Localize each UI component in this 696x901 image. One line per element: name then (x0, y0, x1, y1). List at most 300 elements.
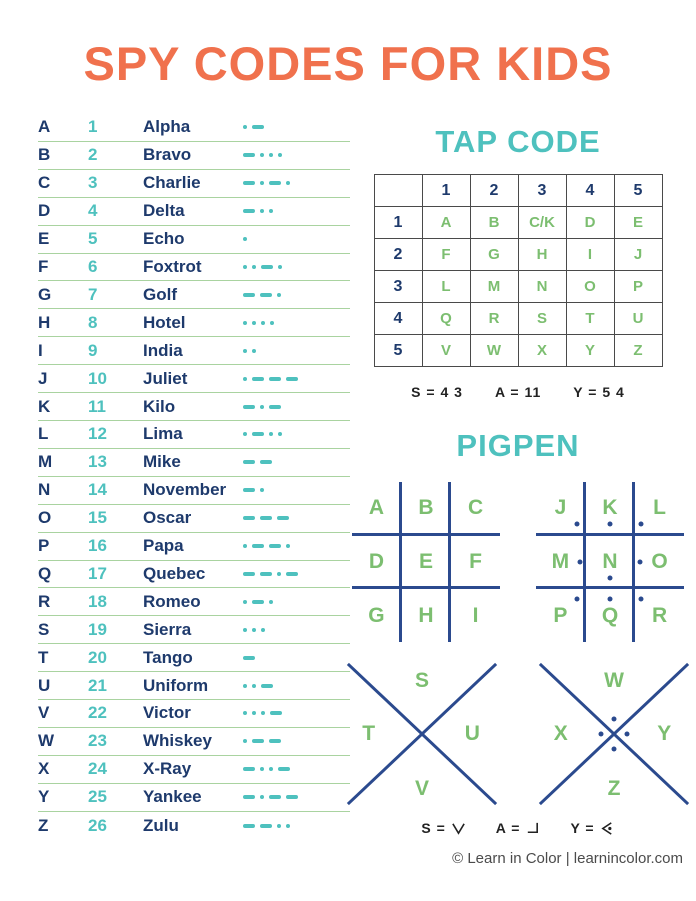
page-title: SPY CODES FOR KIDS (83, 37, 613, 90)
phonetic-name: Tango (143, 647, 193, 667)
morse-dash (243, 293, 255, 297)
tap-example-y: Y = 5 4 (573, 384, 625, 400)
tap-row-header: 4 (374, 303, 422, 335)
pigpen-letter: Z (607, 776, 621, 800)
phonetic-name: Golf (143, 284, 177, 304)
alphabet-row (38, 198, 350, 226)
tap-col-header: 3 (518, 175, 566, 207)
morse-code (243, 516, 350, 520)
alphabet-row (38, 170, 350, 198)
morse-dot (252, 684, 256, 688)
morse-code (243, 209, 350, 213)
morse-dash (260, 824, 272, 828)
phonetic-name: Quebec (143, 563, 206, 583)
alphabet-row (38, 281, 350, 309)
tap-cell: C/K (518, 207, 566, 239)
pigpen-grid-jklmnopqr-dotted (536, 482, 684, 642)
alphabet-letter: K (38, 396, 51, 416)
morse-dash (270, 711, 282, 715)
phonetic-name: India (143, 340, 183, 360)
alphabet-letter: S (38, 619, 50, 639)
alphabet-letter: F (38, 256, 49, 276)
tap-cell: Q (422, 303, 470, 335)
grid-line (632, 482, 635, 642)
phonetic-name: Victor (143, 703, 191, 723)
alphabet-number: 18 (88, 591, 107, 611)
alphabet-number: 1 (88, 117, 98, 137)
phonetic-name: Foxtrot (143, 256, 202, 276)
morse-dot (277, 824, 281, 828)
tap-cell: O (566, 271, 614, 303)
pigpen-dot (608, 521, 613, 526)
tap-cell: V (422, 335, 470, 367)
tap-row-header: 2 (374, 239, 422, 271)
tap-cell: I (566, 239, 614, 271)
morse-dot (277, 293, 281, 297)
grid-line (536, 533, 684, 536)
alphabet-number: 23 (88, 731, 107, 751)
tap-cell: S (518, 303, 566, 335)
pigpen-letter: G (368, 603, 385, 627)
pigpen-dot (598, 732, 603, 737)
tap-cell: E (614, 207, 662, 239)
morse-dash (252, 377, 264, 381)
morse-dash (286, 572, 298, 576)
morse-code (243, 628, 350, 632)
tap-cell: F (422, 239, 470, 271)
morse-dash (261, 684, 273, 688)
morse-dash (243, 572, 255, 576)
alphabet-row (38, 309, 350, 337)
pigpen-examples (421, 820, 614, 836)
morse-dot (261, 628, 265, 632)
morse-code (243, 656, 350, 660)
alphabet-number: 22 (88, 703, 107, 723)
phonetic-name: Oscar (143, 508, 192, 528)
morse-code (243, 460, 350, 464)
morse-dot (243, 125, 247, 129)
morse-dash (286, 377, 298, 381)
tap-cell: D (566, 207, 614, 239)
tap-col-header: 2 (470, 175, 518, 207)
alphabet-letter: V (38, 703, 50, 723)
alphabet-letter: U (38, 675, 51, 695)
phonetic-name: Romeo (143, 591, 201, 611)
morse-dot (269, 600, 273, 604)
alphabet-letter: T (38, 647, 49, 667)
morse-code (243, 265, 350, 269)
pigpen-s-symbol-icon (451, 821, 466, 836)
morse-dash (252, 739, 264, 743)
phonetic-name: Uniform (143, 675, 209, 695)
tap-code-body (374, 207, 662, 367)
morse-dash (243, 795, 255, 799)
pigpen-dot (639, 521, 644, 526)
phonetic-name: Lima (143, 424, 183, 444)
pigpen-letter: K (602, 496, 618, 520)
morse-dot (286, 181, 290, 185)
pigpen-letter: T (362, 722, 376, 745)
morse-dot (269, 432, 273, 436)
pigpen-dot (625, 732, 630, 737)
alphabet-letter: P (38, 536, 50, 556)
phonetic-name: Alpha (143, 117, 191, 137)
alphabet-row (38, 588, 350, 616)
morse-code (243, 293, 350, 297)
morse-code (243, 600, 350, 604)
pigpen-letter: V (414, 776, 430, 800)
alphabet-number: 5 (88, 229, 98, 249)
morse-dot (252, 321, 256, 325)
tap-row (374, 303, 662, 335)
alphabet-row (38, 114, 350, 142)
morse-dot (260, 795, 264, 799)
morse-code (243, 544, 350, 548)
pigpen-dot (637, 560, 642, 565)
morse-dot (243, 739, 247, 743)
tap-cell: N (518, 271, 566, 303)
alphabet-row (38, 533, 350, 561)
tap-row-header: 3 (374, 271, 422, 303)
alphabet-number: 3 (88, 173, 98, 193)
tap-cell: J (614, 239, 662, 271)
alphabet-row (38, 393, 350, 421)
morse-dash (260, 516, 272, 520)
pigpen-dot (612, 716, 617, 721)
pigpen-dot (639, 596, 644, 601)
alphabet-number: 13 (88, 452, 107, 472)
alphabet-row (38, 449, 350, 477)
alphabet-row (38, 644, 350, 672)
morse-dot (252, 628, 256, 632)
morse-dot (243, 321, 247, 325)
morse-code (243, 405, 350, 409)
alphabet-letter: W (38, 731, 55, 751)
pigpen-example-s-label: S = (421, 820, 446, 836)
morse-dash (269, 181, 281, 185)
alphabet-number: 19 (88, 619, 107, 639)
phonetic-name: Charlie (143, 173, 201, 193)
phonetic-name: Bravo (143, 145, 192, 165)
tap-code-title: TAP CODE (435, 124, 601, 159)
morse-code (243, 237, 350, 241)
tap-cell: A (422, 207, 470, 239)
alphabet-letter: N (38, 480, 51, 500)
alphabet-row (38, 728, 350, 756)
alphabet-letter: J (38, 368, 48, 388)
morse-dot (260, 209, 264, 213)
alphabet-row (38, 226, 350, 254)
tap-cell: Y (566, 335, 614, 367)
alphabet-letter: X (38, 759, 50, 779)
tap-col-header: 5 (614, 175, 662, 207)
morse-dot (243, 600, 247, 604)
alphabet-row (38, 616, 350, 644)
alphabet-number: 20 (88, 647, 107, 667)
morse-dash (278, 767, 290, 771)
tap-cell: B (470, 207, 518, 239)
tap-col-header: 1 (422, 175, 470, 207)
morse-dot (277, 572, 281, 576)
alphabet-row (38, 561, 350, 589)
alphabet-number: 2 (88, 145, 98, 165)
pigpen-title: PIGPEN (456, 428, 580, 463)
alphabet-letter: Y (38, 787, 50, 807)
pigpen-letter: I (472, 603, 479, 627)
alphabet-letter: B (38, 145, 51, 165)
pigpen-letter: D (368, 550, 384, 573)
morse-dot (260, 767, 264, 771)
grid-line (536, 586, 684, 589)
alphabet-number: 16 (88, 536, 107, 556)
alphabet-number: 24 (88, 759, 107, 779)
morse-dot (243, 349, 247, 353)
alphabet-row (38, 254, 350, 282)
morse-dot (243, 711, 247, 715)
morse-dash (243, 767, 255, 771)
pigpen-letter: F (469, 550, 482, 573)
alphabet-letter: Q (38, 563, 52, 583)
morse-dash (243, 209, 255, 213)
pigpen-letter: N (602, 550, 618, 573)
morse-dot (243, 237, 247, 241)
alphabet-number: 8 (88, 312, 98, 332)
morse-dash (252, 432, 264, 436)
pigpen-example-a-label: A = (495, 820, 521, 836)
morse-dash (243, 460, 255, 464)
alphabet-morse-table (38, 114, 350, 840)
alphabet-row (38, 142, 350, 170)
pigpen-letter: E (418, 550, 434, 573)
phonetic-name: Echo (143, 229, 185, 249)
morse-dash (286, 795, 298, 799)
alphabet-number: 26 (88, 815, 107, 835)
morse-dash (243, 488, 255, 492)
alphabet-number: 4 (88, 201, 98, 221)
morse-dot (278, 265, 282, 269)
tap-example-a: A = 11 (494, 384, 542, 400)
alphabet-letter: R (38, 591, 51, 611)
morse-code (243, 795, 350, 799)
alphabet-row (38, 421, 350, 449)
morse-dash (243, 153, 255, 157)
morse-dot (243, 544, 247, 548)
alphabet-row (38, 700, 350, 728)
alphabet-letter: L (38, 424, 49, 444)
pigpen-letter: J (554, 496, 567, 520)
tap-corner-cell (374, 175, 422, 207)
alphabet-row (38, 477, 350, 505)
morse-code (243, 349, 350, 353)
pigpen-letter: H (418, 603, 434, 627)
alphabet-number: 6 (88, 256, 98, 276)
morse-code (243, 824, 350, 828)
morse-code (243, 572, 350, 576)
morse-dot (260, 153, 264, 157)
tap-example-s: S = 4 3 (411, 384, 463, 400)
morse-dash (243, 824, 255, 828)
tap-cell: W (470, 335, 518, 367)
pigpen-grid-abcdefghi (352, 482, 500, 642)
alphabet-row (38, 337, 350, 365)
morse-dash (252, 544, 264, 548)
phonetic-name: Hotel (143, 312, 186, 332)
morse-dash (243, 181, 255, 185)
morse-code (243, 488, 350, 492)
pigpen-dot (608, 576, 613, 581)
tap-row-header: 1 (374, 207, 422, 239)
morse-dot (269, 767, 273, 771)
pigpen-a-symbol-icon (525, 821, 540, 836)
alphabet-row (38, 505, 350, 533)
tap-cell: P (614, 271, 662, 303)
pigpen-letter: U (464, 722, 480, 745)
pigpen-letter: S (414, 668, 430, 692)
morse-dash (243, 656, 255, 660)
tap-cell: M (470, 271, 518, 303)
morse-code (243, 181, 350, 185)
alphabet-row (38, 365, 350, 393)
alphabet-letter: A (38, 117, 51, 137)
pigpen-dot (575, 521, 580, 526)
alphabet-letter: E (38, 229, 50, 249)
tap-cell: X (518, 335, 566, 367)
morse-dash (260, 572, 272, 576)
tap-code-examples (411, 384, 625, 400)
alphabet-letter: I (38, 340, 43, 360)
alphabet-letter: D (38, 201, 51, 221)
alphabet-row (38, 784, 350, 812)
alphabet-number: 15 (88, 508, 107, 528)
pigpen-letter: A (368, 496, 384, 520)
morse-dot (252, 349, 256, 353)
morse-code (243, 711, 350, 715)
pigpen-example-a (496, 820, 541, 836)
tap-header-row (374, 175, 662, 207)
morse-dash (260, 293, 272, 297)
grid-line (352, 586, 500, 589)
pigpen-x-wxyz-dotted (540, 664, 688, 804)
tap-row (374, 207, 662, 239)
alphabet-number: 11 (88, 396, 106, 416)
morse-dot (278, 432, 282, 436)
phonetic-name: Delta (143, 201, 185, 221)
morse-dot (269, 209, 273, 213)
alphabet-letter: H (38, 312, 51, 332)
morse-code (243, 739, 350, 743)
morse-dash (277, 516, 289, 520)
pigpen-letter: M (551, 550, 570, 573)
morse-code (243, 153, 350, 157)
morse-dot (252, 265, 256, 269)
pigpen-example-y-label: Y = (570, 820, 595, 836)
morse-dash (261, 265, 273, 269)
morse-dot (260, 405, 264, 409)
alphabet-letter: M (38, 452, 53, 472)
tap-row (374, 239, 662, 271)
morse-dash (252, 125, 264, 129)
morse-dash (243, 516, 255, 520)
pigpen-letter: Q (601, 603, 619, 627)
phonetic-name: Zulu (143, 815, 179, 835)
morse-dot (243, 377, 247, 381)
alphabet-number: 25 (88, 787, 107, 807)
grid-line (448, 482, 451, 642)
morse-dash (252, 600, 264, 604)
morse-code (243, 767, 350, 771)
morse-code (243, 432, 350, 436)
alphabet-letter: Z (38, 815, 49, 835)
tap-col-header: 4 (566, 175, 614, 207)
morse-dot (243, 628, 247, 632)
morse-dash (269, 377, 281, 381)
pigpen-y-symbol-icon (600, 821, 615, 836)
tap-cell: R (470, 303, 518, 335)
morse-code (243, 377, 350, 381)
pigpen-letter: W (604, 668, 624, 692)
tap-row (374, 271, 662, 303)
alphabet-number: 21 (88, 675, 107, 695)
morse-dot (243, 432, 247, 436)
alphabet-letter: G (38, 284, 52, 304)
phonetic-name: Mike (143, 452, 181, 472)
tap-code-table (374, 174, 663, 367)
phonetic-name: Juliet (143, 368, 188, 388)
morse-dot (252, 711, 256, 715)
alphabet-letter: C (38, 173, 51, 193)
phonetic-name: November (143, 480, 227, 500)
grid-line (583, 482, 586, 642)
pigpen-letter: B (418, 496, 434, 520)
alphabet-row (38, 672, 350, 700)
morse-dot (269, 153, 273, 157)
alphabet-row (38, 812, 350, 840)
phonetic-name: X-Ray (143, 759, 192, 779)
tap-code-header (374, 175, 662, 207)
tap-row (374, 335, 662, 367)
tap-cell: Z (614, 335, 662, 367)
morse-code (243, 321, 350, 325)
alphabet-letter: O (38, 508, 52, 528)
pigpen-letter: Y (657, 722, 672, 745)
tap-cell: L (422, 271, 470, 303)
alphabet-number: 17 (88, 563, 107, 583)
alphabet-row (38, 756, 350, 784)
morse-code (243, 684, 350, 688)
footer-credit: © Learn in Color | learnincolor.com (452, 850, 683, 867)
pigpen-letter: C (467, 496, 484, 520)
tap-cell: G (470, 239, 518, 271)
morse-dash (269, 795, 281, 799)
pigpen-letter: P (553, 603, 568, 627)
morse-dot (261, 711, 265, 715)
morse-dot (286, 544, 290, 548)
tap-cell: U (614, 303, 662, 335)
right-column (352, 112, 684, 836)
grid-line (399, 482, 402, 642)
alphabet-number: 7 (88, 284, 98, 304)
morse-dot (278, 153, 282, 157)
tap-cell: H (518, 239, 566, 271)
phonetic-name: Kilo (143, 396, 176, 416)
morse-dot (270, 321, 274, 325)
pigpen-letter: O (651, 550, 668, 573)
pigpen-x-diagrams (348, 664, 688, 804)
morse-dash (269, 405, 281, 409)
pigpen-dot (578, 560, 583, 565)
pigpen-dot (575, 596, 580, 601)
pigpen-dot (612, 747, 617, 752)
